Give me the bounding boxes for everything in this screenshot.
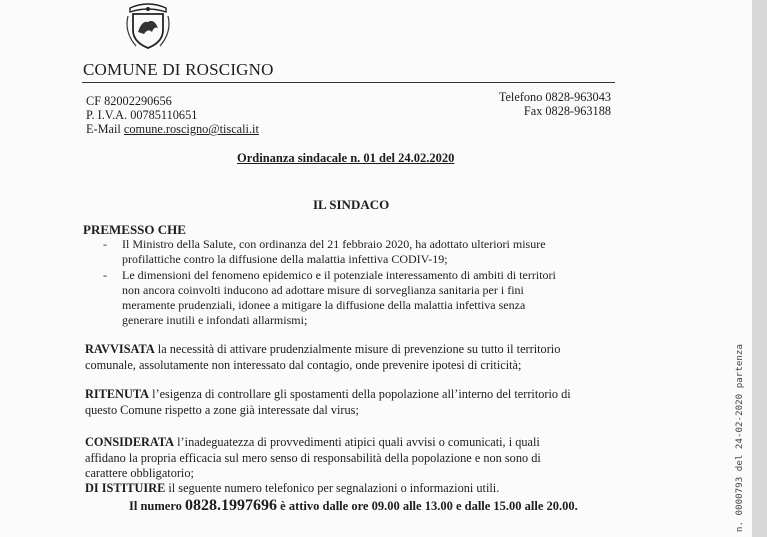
municipality-name: COMUNE DI ROSCIGNO bbox=[83, 60, 274, 79]
bullet-dash: - bbox=[103, 268, 107, 282]
hotline-hours: è attivo dalle ore 09.00 alle 13.00 e dalle 15.00 alle 20.00. bbox=[277, 499, 578, 513]
bullet-line: non ancora coinvolti inducono ad adottare misure di sorveglianza sanitaria per i fini bbox=[122, 283, 524, 297]
email-label: E-Mail bbox=[86, 122, 121, 136]
page-edge bbox=[752, 0, 767, 537]
paragraph-line: questo Comune rispetto a zone già interessate dal virus; bbox=[85, 402, 359, 417]
hotline-line bbox=[129, 497, 578, 515]
bullet-dash: - bbox=[103, 237, 107, 251]
bullet-line: profilattiche contro la diffusione della malattia infettiva CODIV-19; bbox=[122, 252, 448, 266]
bullet-line: meramente prudenziali, idonee a mitigare la diffusione della malattia infettiva senza bbox=[122, 298, 526, 312]
mayor-heading: IL SINDACO bbox=[313, 197, 390, 212]
premesso-heading: PREMESSO CHE bbox=[83, 222, 186, 237]
bullet-line: Il Ministro della Salute, con ordinanza del 21 febbraio 2020, ha adottato ulteriori misure bbox=[122, 237, 546, 251]
hotline-number: 0828.1997696 bbox=[185, 497, 278, 514]
considerata-paragraph bbox=[85, 435, 630, 482]
header-divider bbox=[82, 82, 615, 83]
fiscal-code: CF 82002290656 bbox=[86, 94, 172, 108]
paragraph-line: la necessità di attivare prudenzialmente misure di prevenzione su tutto il territorio bbox=[154, 342, 561, 356]
paragraph-line: l’inadeguatezza di provvedimenti atipici quali avvisi o comunicati, i quali bbox=[174, 435, 540, 449]
paragraph-line: il seguente numero telefonico per segnalazioni o informazioni utili. bbox=[165, 481, 500, 495]
bullet-line: Le dimensioni del fenomeno epidemico e il potenziale interessamento di ambiti di territori bbox=[122, 268, 556, 282]
ravvisata-paragraph bbox=[85, 342, 625, 373]
paragraph-line: l’esigenza di controllare gli spostamenti della popolazione all’interno del territorio di bbox=[149, 387, 571, 401]
considerata-keyword: CONSIDERATA bbox=[85, 435, 175, 449]
vat-number: P. I.V.A. 00785110651 bbox=[86, 108, 198, 122]
fax-number: Fax 0828-963188 bbox=[523, 104, 611, 118]
ritenuta-keyword: RITENUTA bbox=[85, 387, 149, 401]
hotline-prefix: Il numero bbox=[129, 499, 186, 513]
ordinance-title: Ordinanza sindacale n. 01 del 24.02.2020 bbox=[237, 151, 455, 165]
ravvisata-keyword: RAVVISATA bbox=[85, 342, 155, 356]
paragraph-line: carattere obbligatorio; bbox=[85, 466, 194, 480]
paragraph-line: affidano la propria efficacia sul mero senso di responsabilità della popolazione e non sono di bbox=[85, 450, 541, 465]
phone-number: Telefono 0828-963043 bbox=[498, 90, 611, 104]
ritenuta-paragraph bbox=[85, 387, 625, 418]
email-link[interactable]: comune.roscigno@tiscali.it bbox=[123, 122, 259, 136]
paragraph-line: comunale, assolutamente non interessato dal contagio, onde prevenire ipotesi di criticità; bbox=[85, 357, 522, 372]
istituire-keyword: DI ISTITUIRE bbox=[85, 481, 166, 495]
istituire-paragraph bbox=[85, 481, 499, 497]
email-line bbox=[86, 122, 259, 136]
protocol-stamp: n. 0000793 del 24-02-2020 partenza bbox=[734, 344, 745, 533]
bullet-line: generare inutili e infondati allarmismi; bbox=[122, 313, 308, 327]
coat-of-arms-emblem bbox=[122, 2, 174, 50]
